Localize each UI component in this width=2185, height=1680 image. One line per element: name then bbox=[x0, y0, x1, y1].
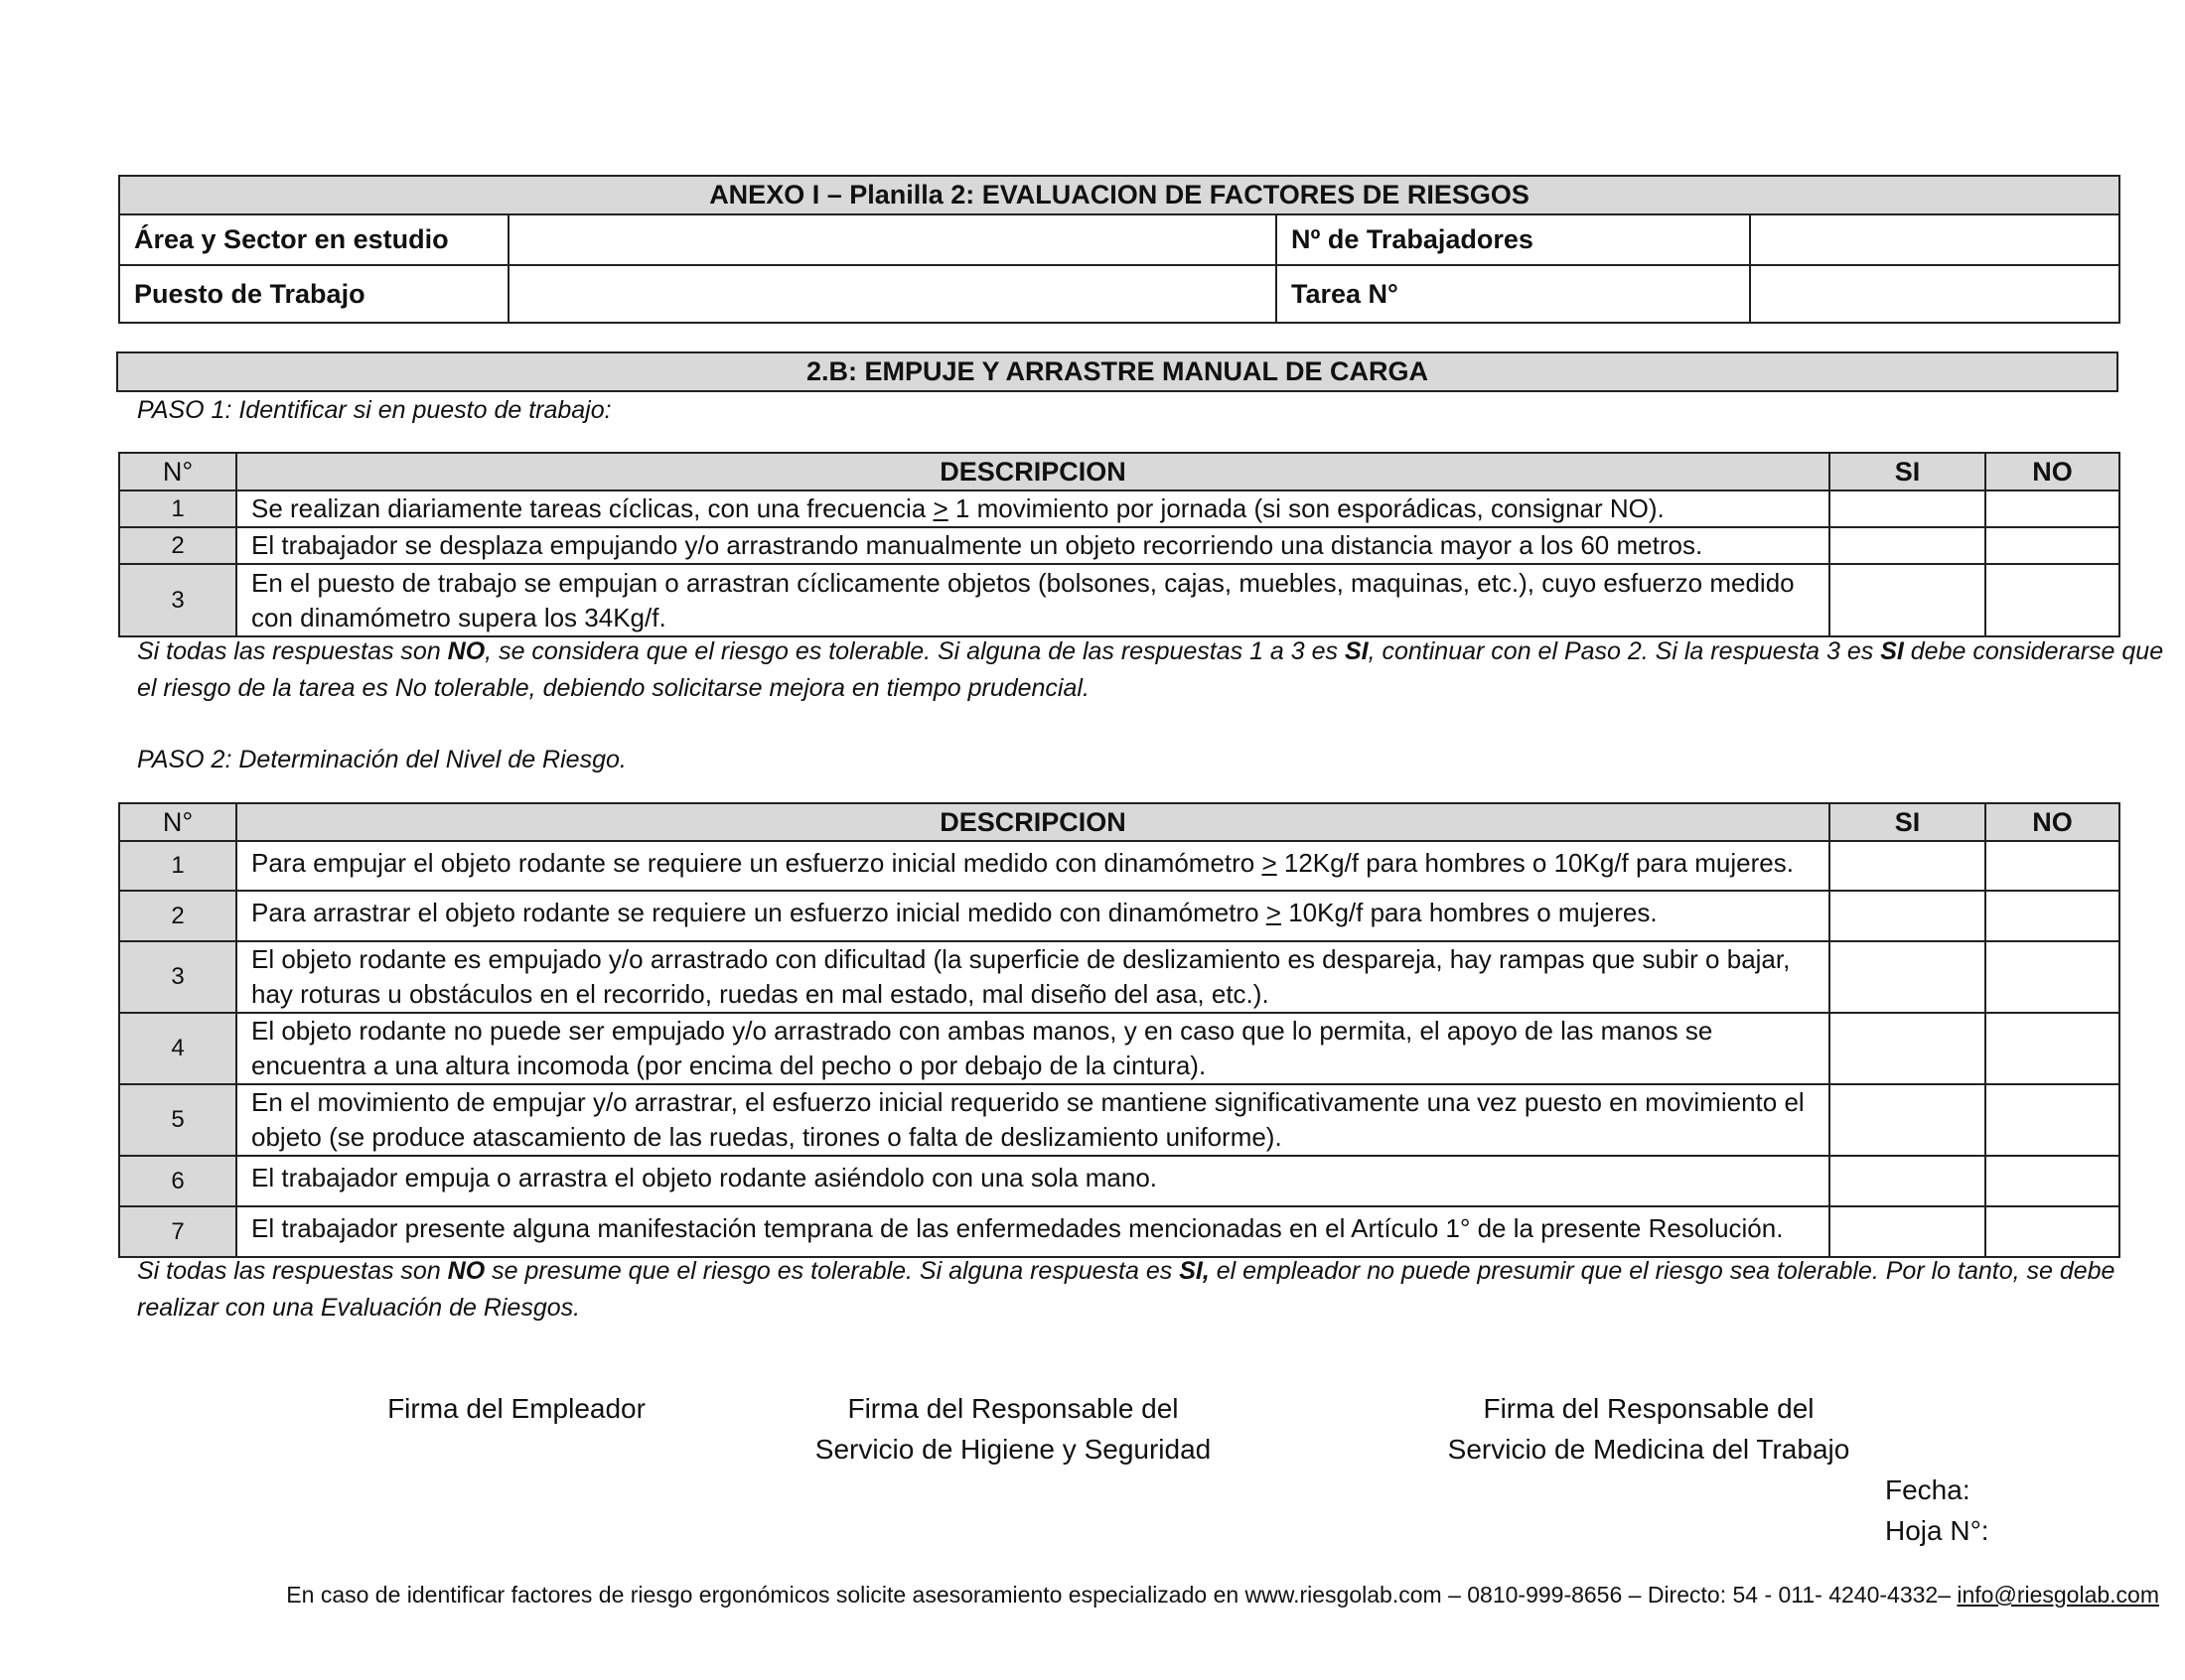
row-description: En el movimiento de empujar y/o arrastrar, el esfuerzo inicial requerido se mantiene significativamente una vez puesto en movimiento el objeto (se produce atascamiento de las ruedas, tirones o falta de deslizamiento uniforme). bbox=[236, 1084, 1829, 1156]
paso1-heading: PASO 1: Identificar si en puesto de trabajo: bbox=[137, 396, 612, 424]
row-number: 2 bbox=[119, 527, 236, 564]
row-description: El trabajador presente alguna manifestación temprana de las enfermedades mencionadas en el Artículo 1° de la presente Resolución. bbox=[236, 1206, 1829, 1257]
paso2-heading: PASO 2: Determinación del Nivel de Riesgo. bbox=[137, 746, 627, 773]
si-cell[interactable] bbox=[1829, 1156, 1985, 1206]
row-description: El trabajador empuja o arrastra el objeto rodante asiéndolo con una sola mano. bbox=[236, 1156, 1829, 1206]
si-cell[interactable] bbox=[1829, 1206, 1985, 1257]
paso1-note: Si todas las respuestas son NO, se considera que el riesgo es tolerable. Si alguna de las respuestas 1 a 3 es SI, continuar con el Paso 2. Si la respuesta 3 es SI debe considerarse que el riesgo de la tarea es No tolerable, debiendo solicitarse mejora en tiempo prudencial. bbox=[137, 637, 2164, 702]
row-number: 1 bbox=[119, 841, 236, 891]
row-number: 4 bbox=[119, 1013, 236, 1084]
col-si-header: SI bbox=[1829, 803, 1985, 841]
row-description: En el puesto de trabajo se empujan o arrastran cíclicamente objetos (bolsones, cajas, muebles, maquinas, etc.), cuyo esfuerzo medido con dinamómetro supera los 34Kg/f. bbox=[236, 564, 1829, 636]
fecha-label: Fecha: bbox=[1885, 1474, 1970, 1505]
form-title: ANEXO I – Planilla 2: EVALUACION DE FACTORES DE RIESGOS bbox=[119, 176, 2119, 214]
row-number: 6 bbox=[119, 1156, 236, 1206]
signature-empleador: Firma del Empleador bbox=[387, 1393, 646, 1424]
row-number: 3 bbox=[119, 941, 236, 1013]
footer-text: En caso de identificar factores de riesgo ergonómicos solicite asesoramiento especializado en www.riesgolab.com – 0810-999-8656 – Directo: 54 - 011- 4240-4332– bbox=[286, 1582, 1958, 1608]
row-number: 2 bbox=[119, 891, 236, 941]
row-number: 7 bbox=[119, 1206, 236, 1257]
puesto-label: Puesto de Trabajo bbox=[119, 265, 509, 323]
si-cell[interactable] bbox=[1829, 564, 1985, 636]
table-row bbox=[119, 1013, 2119, 1084]
row-number: 1 bbox=[119, 490, 236, 527]
row-description: Para arrastrar el objeto rodante se requiere un esfuerzo inicial medido con dinamómetro > 10Kg/f para hombres o mujeres. bbox=[236, 891, 1829, 941]
row-description: El objeto rodante no puede ser empujado y/o arrastrado con ambas manos, y en caso que lo permita, el apoyo de las manos se encuentra a una altura incomoda (por encima del pecho o por debajo de la cintura). bbox=[236, 1013, 1829, 1084]
no-cell[interactable] bbox=[1985, 891, 2119, 941]
table-row bbox=[119, 1206, 2119, 1257]
table-row bbox=[119, 841, 2119, 891]
no-cell[interactable] bbox=[1985, 1156, 2119, 1206]
no-cell[interactable] bbox=[1985, 527, 2119, 564]
tarea-label: Tarea N° bbox=[1276, 265, 1750, 323]
footer-email-link[interactable]: info@riesgolab.com bbox=[1957, 1582, 2159, 1608]
col-desc-header: DESCRIPCION bbox=[236, 453, 1829, 490]
si-cell[interactable] bbox=[1829, 841, 1985, 891]
footer bbox=[286, 1582, 2159, 1609]
header-table bbox=[118, 175, 2120, 324]
signature-higiene: Firma del Responsable del Servicio de Higiene y Seguridad bbox=[814, 1393, 1212, 1465]
no-cell[interactable] bbox=[1985, 941, 2119, 1013]
row-description: El objeto rodante es empujado y/o arrastrado con dificultad (la superficie de deslizamiento es despareja, hay rampas que subir o bajar, hay roturas u obstáculos en el recorrido, ruedas en mal estado, mal diseño del asa, etc.). bbox=[236, 941, 1829, 1013]
table-row bbox=[119, 891, 2119, 941]
col-no-header: NO bbox=[1985, 453, 2119, 490]
table-row bbox=[119, 1156, 2119, 1206]
workers-field[interactable] bbox=[1750, 214, 2119, 265]
area-field[interactable] bbox=[509, 214, 1276, 265]
col-n-header: N° bbox=[119, 803, 236, 841]
si-cell[interactable] bbox=[1829, 490, 1985, 527]
paso1-table bbox=[118, 452, 2120, 637]
paso2-note: Si todas las respuestas son NO se presume que el riesgo es tolerable. Si alguna respuesta es SI, el empleador no puede presumir que el riesgo sea tolerable. Por lo tanto, se debe realizar con una Evaluación de Riesgos. bbox=[137, 1257, 2115, 1322]
table-row bbox=[119, 527, 2119, 564]
tarea-field[interactable] bbox=[1750, 265, 2119, 323]
hoja-label: Hoja N°: bbox=[1885, 1515, 1989, 1546]
row-number: 5 bbox=[119, 1084, 236, 1156]
table-row bbox=[119, 564, 2119, 636]
col-desc-header: DESCRIPCION bbox=[236, 803, 1829, 841]
si-cell[interactable] bbox=[1829, 527, 1985, 564]
signature-medicina: Firma del Responsable del Servicio de Medicina del Trabajo bbox=[1447, 1393, 1850, 1465]
table-row bbox=[119, 490, 2119, 527]
row-description: Para empujar el objeto rodante se requiere un esfuerzo inicial medido con dinamómetro > 12Kg/f para hombres o 10Kg/f para mujeres. bbox=[236, 841, 1829, 891]
puesto-field[interactable] bbox=[509, 265, 1276, 323]
si-cell[interactable] bbox=[1829, 1013, 1985, 1084]
no-cell[interactable] bbox=[1985, 490, 2119, 527]
si-cell[interactable] bbox=[1829, 891, 1985, 941]
si-cell[interactable] bbox=[1829, 941, 1985, 1013]
no-cell[interactable] bbox=[1985, 1013, 2119, 1084]
si-cell[interactable] bbox=[1829, 1084, 1985, 1156]
section-title-table bbox=[116, 351, 2118, 392]
row-number: 3 bbox=[119, 564, 236, 636]
col-n-header: N° bbox=[119, 453, 236, 490]
no-cell[interactable] bbox=[1985, 841, 2119, 891]
table-row bbox=[119, 941, 2119, 1013]
row-description: El trabajador se desplaza empujando y/o arrastrando manualmente un objeto recorriendo una distancia mayor a los 60 metros. bbox=[236, 527, 1829, 564]
table-row bbox=[119, 1084, 2119, 1156]
no-cell[interactable] bbox=[1985, 564, 2119, 636]
row-description: Se realizan diariamente tareas cíclicas, con una frecuencia > 1 movimiento por jornada (si son esporádicas, consignar NO). bbox=[236, 490, 1829, 527]
paso2-table bbox=[118, 802, 2120, 1258]
workers-label: Nº de Trabajadores bbox=[1276, 214, 1750, 265]
area-label: Área y Sector en estudio bbox=[119, 214, 509, 265]
col-no-header: NO bbox=[1985, 803, 2119, 841]
no-cell[interactable] bbox=[1985, 1206, 2119, 1257]
no-cell[interactable] bbox=[1985, 1084, 2119, 1156]
section-title: 2.B: EMPUJE Y ARRASTRE MANUAL DE CARGA bbox=[117, 352, 2117, 391]
col-si-header: SI bbox=[1829, 453, 1985, 490]
